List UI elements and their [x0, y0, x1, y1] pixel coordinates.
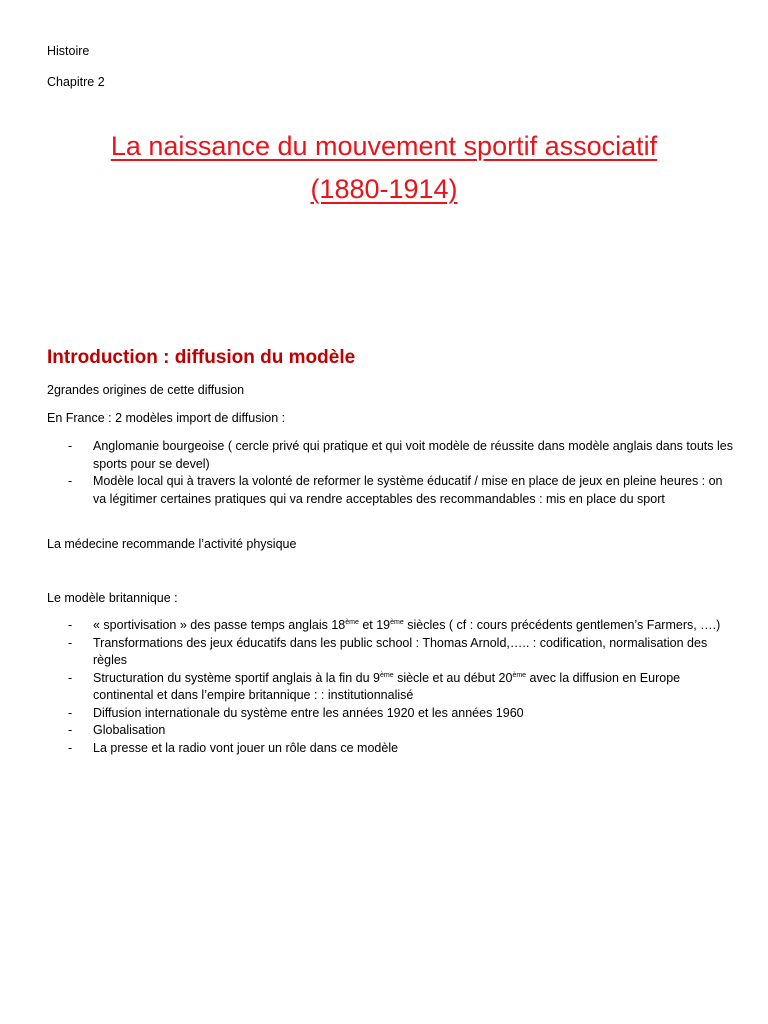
list-item: [0, 438, 768, 473]
origins-paragraph: 2grandes origines de cette diffusion: [47, 383, 245, 397]
france-models-list: [0, 438, 768, 508]
list-bullet: -: [68, 740, 73, 755]
british-model-list: [0, 617, 768, 757]
list-bullet: -: [68, 723, 73, 737]
introduction-heading: Introduction : diffusion du modèle: [47, 347, 356, 368]
list-item-text: La presse et la radio vont jouer un rôle dans ce modèle: [93, 740, 399, 755]
list-bullet: -: [68, 618, 73, 632]
list-item-text: Anglomanie bourgeoise ( cercle privé qui pratique et qui voit modèle de réussite dans modèle anglais dans touts les sports pour se devel): [93, 439, 733, 471]
list-item-text: Globalisation: [93, 723, 166, 737]
list-bullet: -: [68, 474, 73, 488]
list-item-text: Structuration du système sportif anglais à la fin du 9ème siècle et au début 20ème avec la diffusion en Europe continental et dans l’empire britannique : : institutionnalisé: [93, 670, 681, 702]
list-item-text: Modèle local qui à travers la volonté de reformer le système éducatif / mise en place de jeux en pleine heures : on va légitimer certaines pratiques qui va rendre acceptables des recommandables : mis en place du sport: [93, 474, 723, 506]
list-item: [0, 705, 768, 723]
list-bullet: -: [68, 635, 73, 650]
list-item: [0, 740, 768, 758]
list-bullet: -: [68, 670, 73, 685]
list-item: [0, 670, 768, 705]
list-item: [0, 722, 768, 740]
list-bullet: -: [68, 705, 73, 720]
list-item: [0, 617, 768, 635]
list-item: [0, 635, 768, 670]
british-model-label: Le modèle britannique :: [47, 591, 178, 605]
list-item: [0, 473, 768, 508]
chapter-label: Chapitre 2: [47, 75, 105, 89]
list-item-text: Transformations des jeux éducatifs dans les public school : Thomas Arnold,….. : codification, normalisation des règles: [93, 635, 708, 667]
list-item-text: Diffusion internationale du système entre les années 1920 et les années 1960: [93, 705, 524, 720]
medecine-paragraph: La médecine recommande l’activité physique: [47, 537, 297, 551]
list-bullet: -: [68, 439, 73, 453]
subject-label: Histoire: [47, 44, 90, 58]
france-paragraph: En France : 2 modèles import de diffusion :: [47, 411, 286, 425]
document-title-line-1: La naissance du mouvement sportif associatif: [110, 131, 658, 161]
list-item-text: « sportivisation » des passe temps anglais 18ème et 19ème siècles ( cf : cours précédents gentlemen’s Farmers, ….): [93, 618, 721, 632]
document-title-line-2: (1880-1914): [310, 174, 458, 204]
